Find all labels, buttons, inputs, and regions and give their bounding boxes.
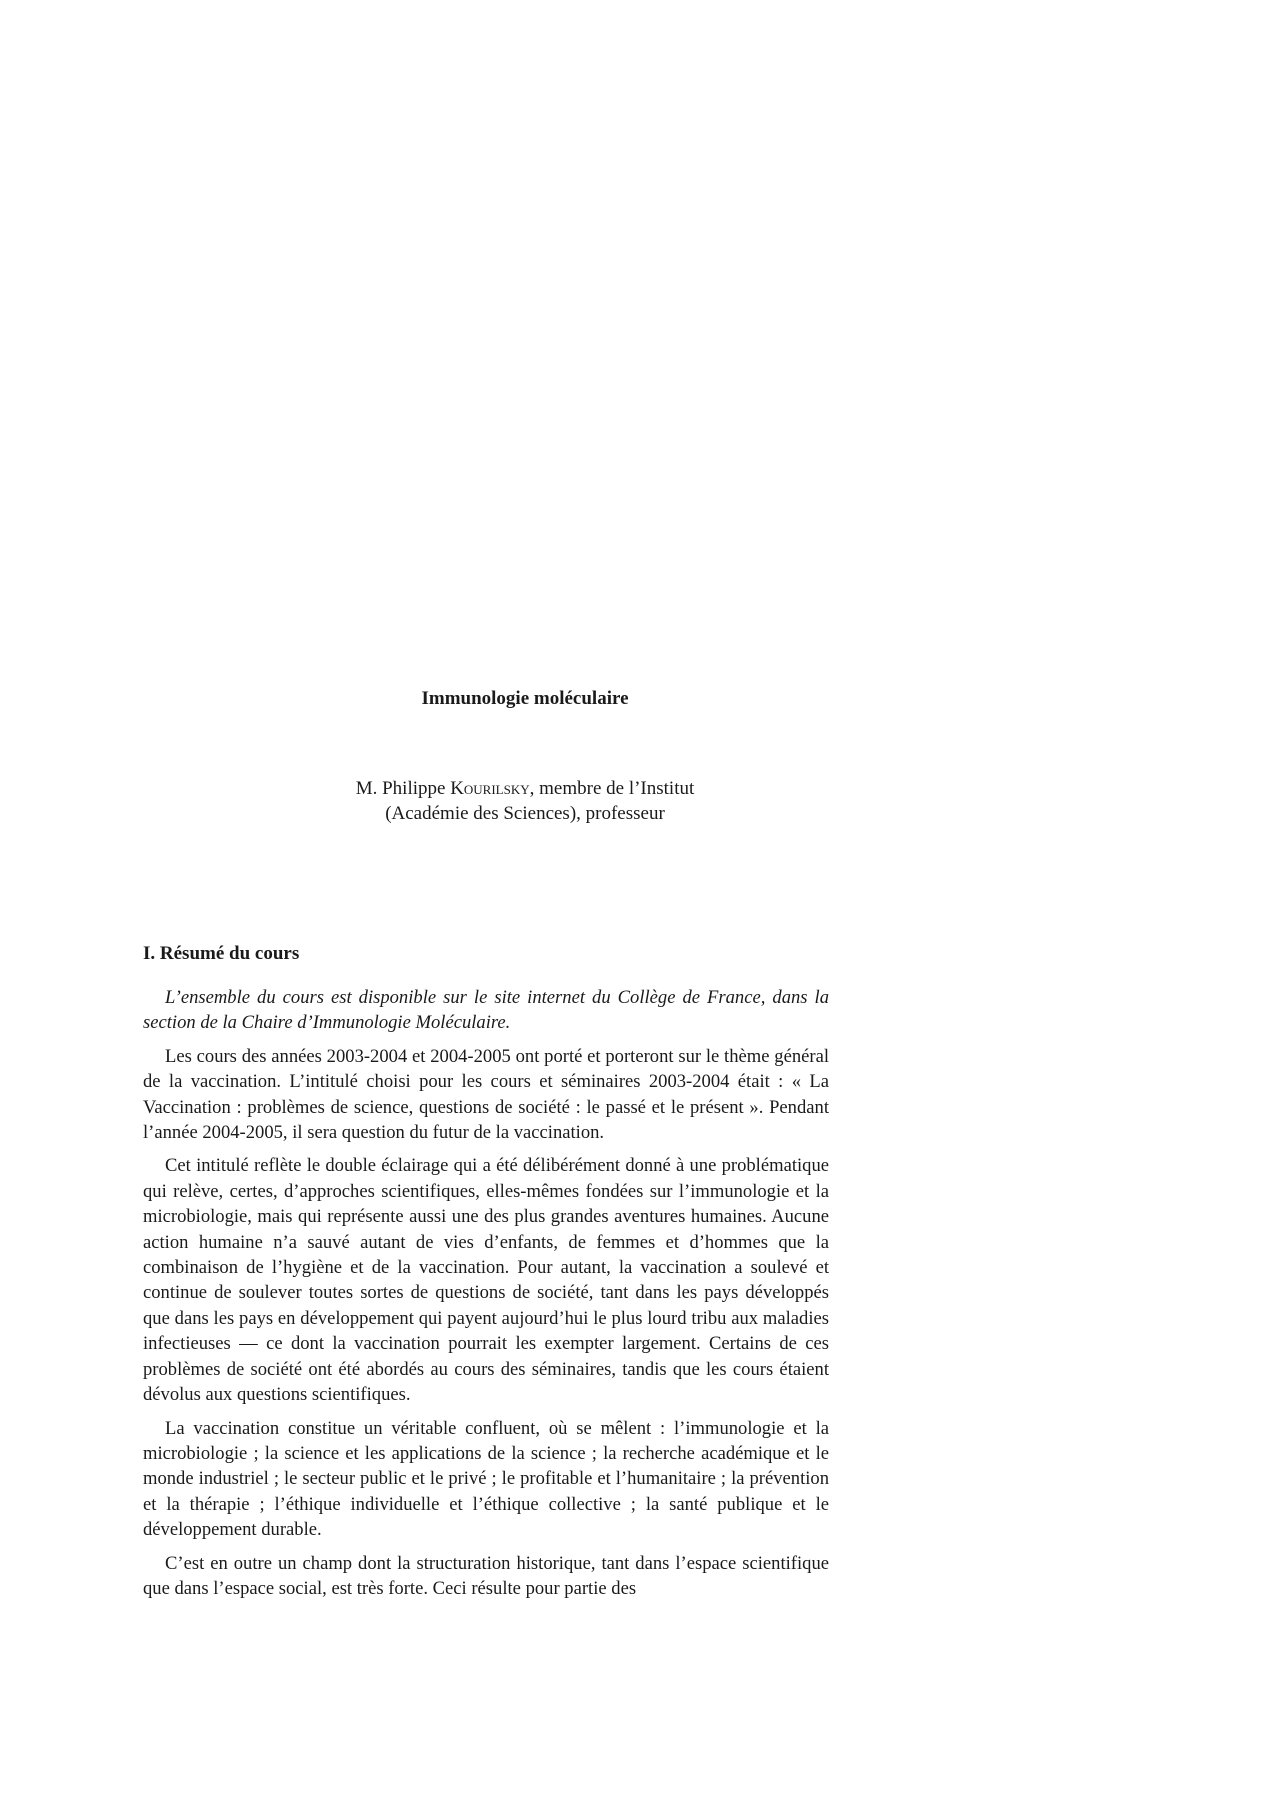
author-line-2: (Académie des Sciences), professeur xyxy=(385,803,665,824)
author-prefix: M. Philippe xyxy=(355,778,451,799)
author-suffix: , membre de l’Institut xyxy=(529,778,695,799)
intro-paragraph: L’ensemble du cours est disponible sur le site internet du Collège de France, dans la section de la Chaire d’Immunologie Moléculaire. xyxy=(143,987,829,1034)
author-line-1 xyxy=(0,776,1050,801)
paragraph: La vaccination constitue un véritable confluent, où se mêlent : l’immunologie et la microbiologie ; la science et les applications de la science ; la recherche académique et le monde industriel ; le secteur public et le privé ; le profitable et l’humanitaire ; la prévention et la thérapie ; l’éthique individuelle et l’éthique collective ; la santé publique et le développement durable. xyxy=(143,1417,829,1541)
paragraph: C’est en outre un champ dont la structuration historique, tant dans l’espace scientifique que dans l’espace social, est très forte. Ceci résulte pour partie des xyxy=(143,1552,829,1599)
page-title: Immunologie moléculaire xyxy=(421,688,629,709)
author-surname: Kourilsky xyxy=(450,778,530,799)
paragraph: Les cours des années 2003-2004 et 2004-2005 ont porté et porteront sur le thème général de la vaccination. L’intitulé choisi pour les cours et séminaires 2003-2004 était : « La Vaccination : problèmes de science, questions de société : le passé et le présent ». Pendant l’année 2004-2005, il sera question du futur de la vaccination. xyxy=(143,1045,829,1144)
body-text xyxy=(143,985,829,1609)
section-heading: I. Résumé du cours xyxy=(143,943,300,964)
paragraph: Cet intitulé reflète le double éclairage qui a été délibérément donné à une problématique qui relève, certes, d’approches scientifiques, elles-mêmes fondées sur l’immunologie et la microbiologie, mais qui représente aussi une des plus grandes aventures humaines. Aucune action humaine n’a sauvé autant de vies d’enfants, de femmes et d’hommes que la combinaison de l’hygiène et de la vaccination. Pour autant, la vaccination a soulevé et continue de soulever toutes sortes de questions de société, tant dans les pays développés que dans les pays en développement qui payent aujourd’hui le plus lourd tribu aux maladies infectieuses — ce dont la vaccination pourrait les exempter largement. Certains de ces problèmes de société ont été abordés au cours des séminaires, tandis que les cours étaient dévolus aux questions scientifiques. xyxy=(143,1155,829,1406)
author-block xyxy=(0,776,1050,826)
